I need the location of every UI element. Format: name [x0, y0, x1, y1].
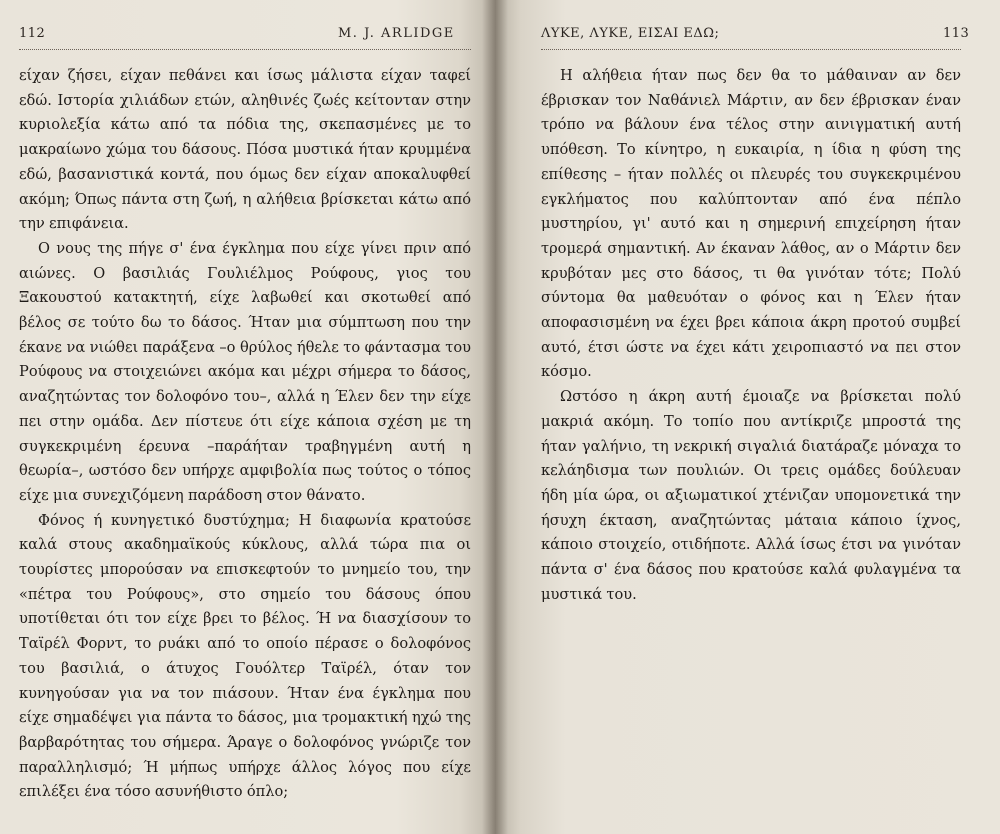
right-page-body	[541, 64, 961, 607]
right-header-rule	[541, 49, 961, 50]
left-page-number: 112	[19, 26, 46, 41]
right-running-head: ΛΥΚΕ, ΛΥΚΕ, ΕΙΣΑΙ ΕΔΩ;	[541, 26, 720, 41]
right-page	[495, 0, 1000, 834]
paragraph: Ωστόσο η άκρη αυτή έμοιαζε να βρίσκεται πολύ μακριά ακόμη. Το τοπίο που αντίκριζε μπροστά της ήταν γαλήνιο, τη νεκρική σιγαλιά διατάραζε μόναχα το κελάηδισμα των πουλιών. Οι τρεις ομάδες δούλευαν ήδη μία ώρα, οι αξιωματικοί χτένιζαν υπομονετικά την ήσυχη έκταση, αναζητώντας μάταια κάποιο ίχνος, κάποιο στοιχείο, οτιδήποτε. Αλλά ίσως έτσι να γινόταν πάντα σ' ένα δάσος που κρατούσε καλά φυλαγμένα τα μυστικά του.	[541, 388, 961, 603]
paragraph: Η αλήθεια ήταν πως δεν θα το μάθαιναν αν δεν έβρισκαν τον Ναθάνιελ Μάρτιν, αν δεν έβρισκαν έναν τρόπο να βάλουν ένα τέλος στην αινιγματική αυτή υπόθεση. Το κίνητρο, η ευκαιρία, η ίδια η φύση της επίθεσης – ήταν πολλές οι πλευρές του συγκεκριμένου εγκλήματος που καλύπτονταν από ένα πέπλο μυστηρίου, γι' αυτό και η σημερινή επιχείρηση ήταν τρομερά σημαντική. Αν έκαναν λάθος, αν ο Μάρτιν δεν κρυβόταν μες στο δάσος, τι θα γινόταν τότε; Πολύ σύντομα θα μαθευόταν ο φόνος και η Έλεν ήταν αποφασισμένη να έχει βρει κάποια άκρη προτού συμβεί αυτό, έτσι ώστε να έχει κάτι χειροπιαστό να πει στον κόσμο.	[541, 67, 961, 381]
left-running-head: M. J. ARLIDGE	[338, 26, 455, 41]
paragraph: είχαν ζήσει, είχαν πεθάνει και ίσως μάλιστα είχαν ταφεί εδώ. Ιστορία χιλιάδων ετών, αληθινές ζωές κείτονταν στην κυριολεξία κάτω από τα πόδια της, σκεπασμένες με το μακραίωνο χώμα του δάσους. Πόσα μυστικά ήταν κρυμμένα εδώ, βασανιστικά κοντά, που όμως δεν είχαν αποκαλυφθεί ακόμη; Όπως πάντα στη ζωή, η αλήθεια βρίσκεται κάτω από την επιφάνεια.	[19, 67, 471, 233]
right-page-number: 113	[943, 26, 970, 41]
paragraph: Φόνος ή κυνηγετικό δυστύχημα; Η διαφωνία κρατούσε καλά στους ακαδημαϊκούς κύκλους, αλλά τώρα πια οι τουρίστες μπορούσαν να επισκεφτούν το μνημείο του, την «πέτρα του Ρούφους», στο σημείο του δάσους όπου υποτίθεται ότι τον είχε βρει το βέλος. Ή να διασχίσουν το Ταϊρέλ Φορντ, το ρυάκι από το οποίο πέρασε ο δολοφόνος του βασιλιά, ο άτυχος Γουόλτερ Ταϊρέλ, όταν τον κυνηγούσαν για να τον πιάσουν. Ήταν ένα έγκλημα που είχε σημαδέψει για πάντα το δάσος, μια τρομακτική ηχώ της βαρβαρότητας του σήμερα. Άραγε ο δολοφόνος γνώριζε τον παραλληλισμό; Ή μήπως υπήρχε άλλος λόγος που είχε επιλέξει ένα τόσο ασυνήθιστο όπλο;	[19, 511, 471, 801]
left-header-rule	[19, 49, 471, 50]
left-page-body	[19, 64, 471, 805]
left-page	[0, 0, 495, 834]
paragraph: Ο νους της πήγε σ' ένα έγκλημα που είχε γίνει πριν από αιώνες. Ο βασιλιάς Γουλιέλμος Ρούφους, γιος του Ξακουστού κατακτητή, είχε λαβωθεί και σκοτωθεί από βέλος σε τούτο δω το δάσος. Ήταν μια σύμπτωση που την έκανε να νιώθει παράξενα –ο θρύλος ήθελε το φάντασμα του Ρούφους να στοιχειώνει ακόμα και μέχρι σήμερα το δάσος, αναζητώντας τον δολοφόνο του–, αλλά η Έλεν δεν την είχε πει στην ομάδα. Δεν πίστευε ότι είχε κάποια σχέση με τη συγκεκριμένη έρευνα –παράήταν τραβηγμένη αυτή η θεωρία–, ωστόσο δεν υπήρχε αμφιβολία πως τούτος ο τόπος είχε μια συνεχιζόμενη παράδοση στον θάνατο.	[19, 239, 471, 504]
